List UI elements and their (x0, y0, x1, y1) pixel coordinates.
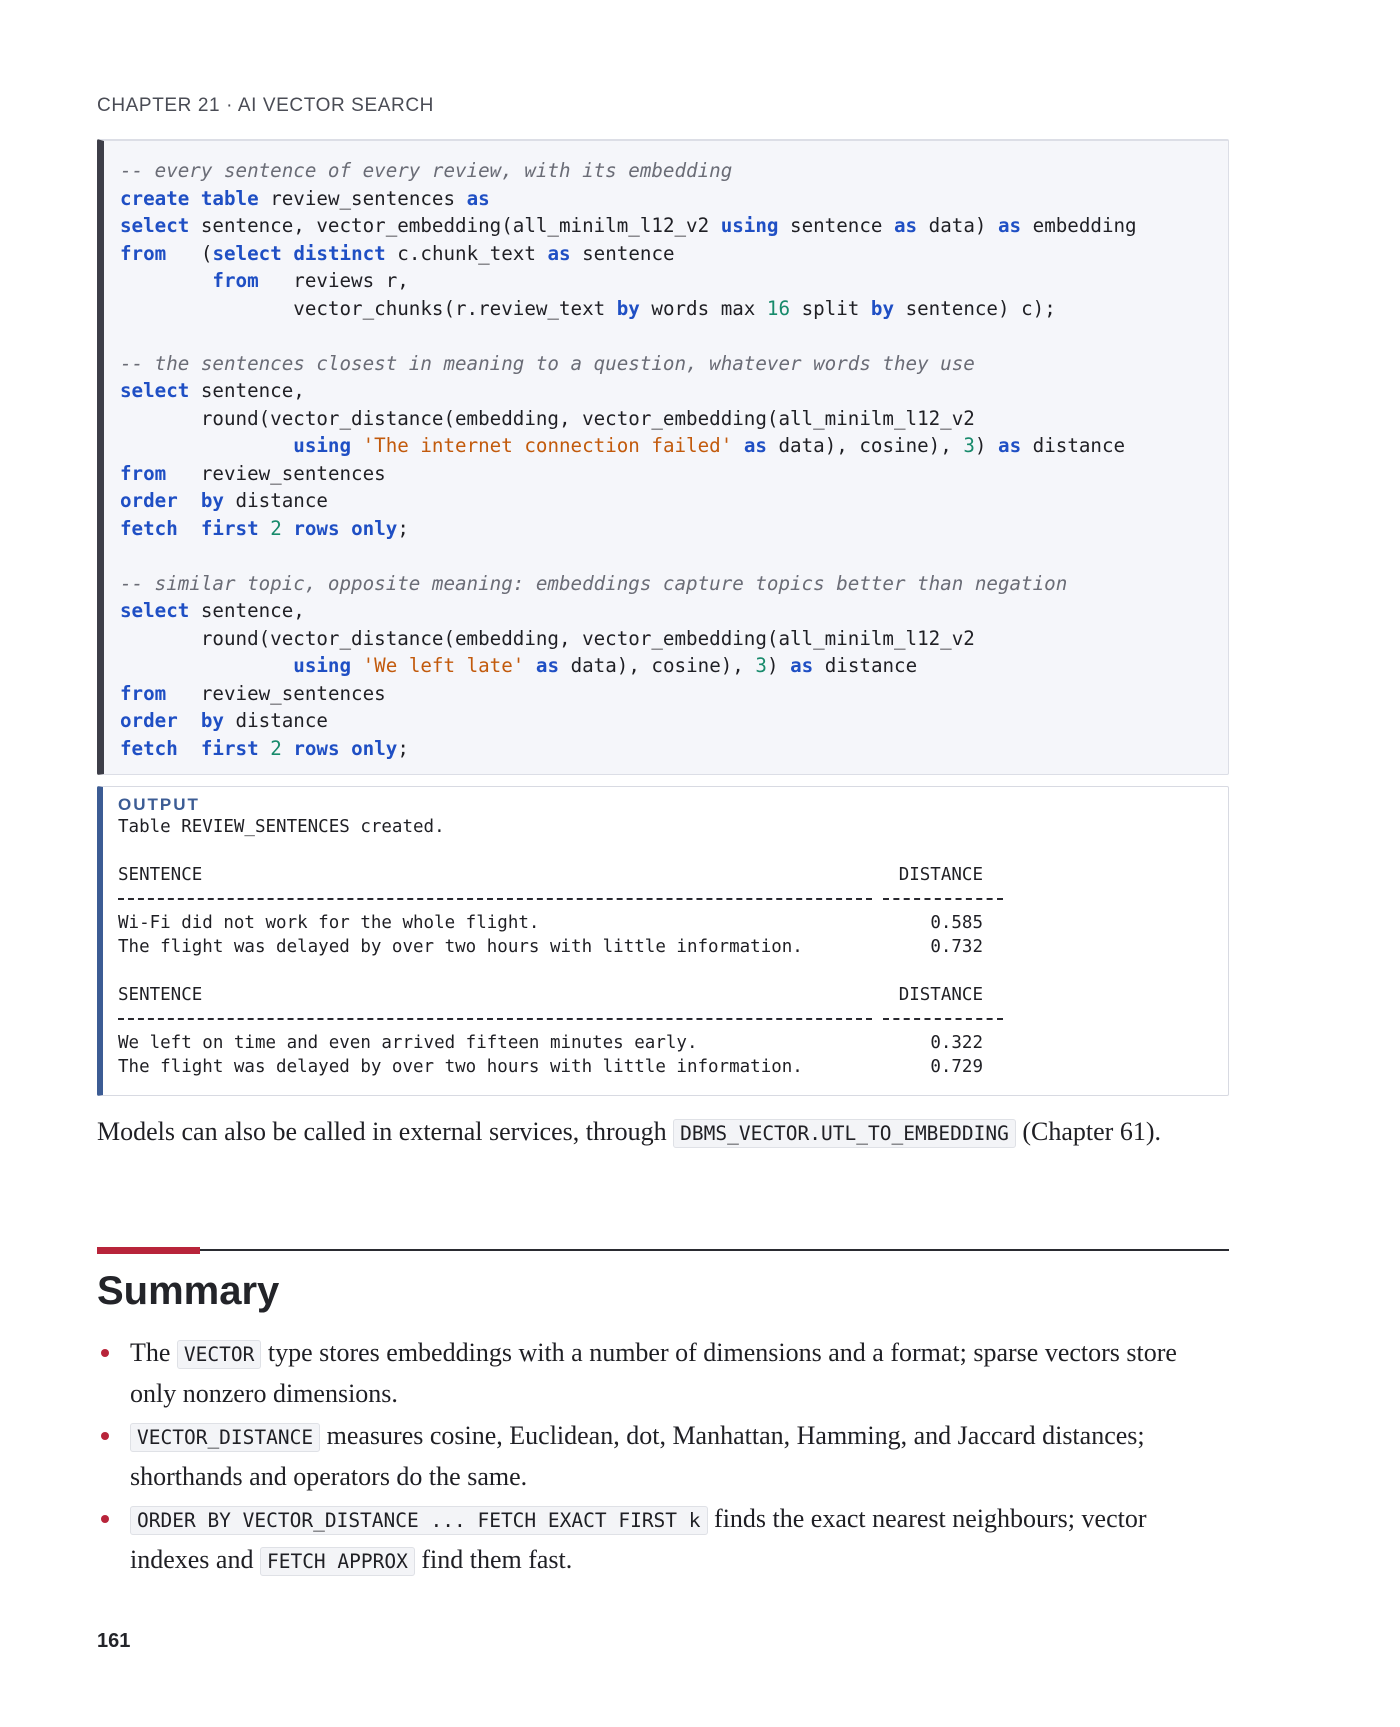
code-token (120, 434, 293, 457)
code-token (189, 187, 201, 210)
code-line (120, 542, 1228, 570)
summary-text: The (130, 1338, 177, 1367)
code-token: 2 (270, 516, 282, 540)
summary-text: finds the exact nearest neighbours; vector indexes and (130, 1504, 1147, 1574)
code-token: first (200, 516, 259, 540)
code-token: order (120, 709, 178, 732)
code-token: distance (223, 489, 328, 512)
summary-item (97, 1334, 1229, 1413)
code-token (282, 242, 294, 265)
code-token: review_sentences (166, 461, 386, 485)
bullet-dot-icon (101, 1515, 109, 1523)
code-token (340, 517, 352, 540)
code-token: from (120, 241, 167, 265)
code-token: sentence, (189, 379, 305, 402)
code-token: select (212, 241, 282, 265)
code-token: -- the sentences closest in meaning to a question, whatever words they use (120, 351, 975, 375)
paragraph-text: Models can also be called in external services, through (97, 1117, 674, 1146)
summary-item (97, 1500, 1229, 1581)
code-token (524, 654, 536, 677)
code-token: from (212, 269, 259, 292)
result-distance: 0.732 (930, 937, 983, 957)
code-token: rows (293, 736, 340, 760)
code-token: from (120, 461, 167, 485)
code-token: by (200, 709, 224, 732)
result-header (118, 983, 1228, 1007)
result-sentence: Wi-Fi did not work for the whole flight. (118, 913, 540, 933)
result-distance: 0.585 (930, 913, 983, 933)
result-sentence: We left on time and even arrived fifteen minutes early. (118, 1033, 698, 1053)
code-token: -- similar topic, opposite meaning: embeddings capture topics better than negation (120, 571, 1068, 595)
output-label: OUTPUT (118, 795, 200, 814)
section-rule (97, 1247, 1229, 1255)
code-line (120, 377, 1228, 405)
code-line (120, 267, 1228, 295)
col-header-sentence: SENTENCE (118, 985, 203, 1005)
code-token: from (120, 681, 167, 705)
code-token: select (120, 379, 190, 402)
code-token: using (293, 434, 352, 457)
inline-code: FETCH APPROX (260, 1547, 415, 1576)
section-rule-accent (97, 1247, 200, 1254)
output-created-line: Table REVIEW_SENTENCES created. (118, 817, 445, 837)
code-token: data), cosine), (766, 434, 964, 457)
code-token: review_sentences (166, 681, 386, 705)
code-token: ; (397, 516, 409, 540)
code-token: distance (223, 709, 328, 732)
code-line (120, 295, 1228, 323)
code-token: as (790, 654, 814, 677)
output-block (97, 786, 1229, 1096)
code-line (120, 240, 1228, 268)
code-token: split (790, 296, 871, 320)
code-token: rows (293, 516, 340, 540)
code-token: reviews r, (258, 269, 409, 292)
code-token: only (351, 736, 398, 760)
code-token: as (997, 214, 1022, 237)
bullet-dot-icon (101, 1349, 109, 1357)
body-paragraph (97, 1113, 1229, 1153)
result-row (118, 911, 1228, 935)
code-token: ( (166, 241, 213, 265)
code-token: table (200, 186, 259, 210)
code-token: round(vector_distance(embedding, vector_embedding(all_minilm_l12_v2 (120, 626, 975, 650)
code-token: data), cosine), (559, 654, 756, 677)
code-token: 3 (963, 434, 975, 457)
code-token: select (120, 599, 190, 622)
result-row (118, 935, 1228, 959)
sql-code-block (97, 139, 1229, 775)
code-line (120, 212, 1228, 240)
col-header-distance: DISTANCE (898, 865, 983, 885)
summary-text: measures cosine, Euclidean, dot, Manhattan, Hamming, and Jaccard distances; shorthands and operators do the same. (130, 1421, 1145, 1491)
code-token (282, 517, 294, 540)
code-token (340, 737, 352, 760)
code-token: create (120, 186, 190, 210)
code-token: ) (766, 654, 791, 677)
section-rule-line (97, 1249, 1229, 1251)
inline-code: DBMS_VECTOR.UTL_TO_EMBEDDING (673, 1119, 1016, 1148)
code-line (120, 707, 1228, 735)
col-header-sentence: SENTENCE (118, 865, 203, 885)
inline-code: VECTOR_DISTANCE (130, 1423, 320, 1452)
code-token: as (998, 434, 1022, 457)
col-header-distance: DISTANCE (898, 985, 983, 1005)
code-token: 2 (270, 736, 282, 760)
code-token: 16 (766, 296, 791, 320)
code-token: fetch (120, 516, 178, 540)
code-token: by (870, 296, 895, 320)
summary-item (97, 1417, 1229, 1496)
code-token: data) (917, 214, 998, 237)
code-token (351, 434, 363, 457)
code-token: order (120, 489, 178, 512)
code-token: review_sentences (258, 186, 467, 210)
code-line (120, 597, 1228, 625)
code-token (178, 489, 201, 512)
code-line (120, 680, 1228, 708)
page-number: 161 (97, 1630, 131, 1652)
code-token: ) (974, 434, 999, 457)
code-token: as (894, 214, 918, 237)
code-token (259, 737, 271, 760)
code-token (120, 269, 212, 292)
inline-code: VECTOR (177, 1340, 261, 1369)
running-head: CHAPTER 21 · AI VECTOR SEARCH (97, 95, 434, 116)
code-token: ; (397, 736, 409, 760)
code-line (120, 460, 1228, 488)
result-sentence: The flight was delayed by over two hours with little information. (118, 1057, 803, 1077)
inline-code: ORDER BY VECTOR_DISTANCE ... FETCH EXACT FIRST k (130, 1506, 708, 1535)
code-line (120, 487, 1228, 515)
summary-list (97, 1334, 1229, 1585)
code-token: sentence (778, 214, 894, 237)
result-header (118, 863, 1228, 887)
code-token: -- every sentence of every review, with its embedding (120, 159, 733, 182)
code-token (120, 654, 293, 677)
code-line (120, 735, 1228, 763)
paragraph-text: (Chapter 61). (1015, 1117, 1161, 1146)
result-separator (118, 1007, 1228, 1031)
code-line (120, 405, 1228, 433)
code-token: round(vector_distance(embedding, vector_embedding(all_minilm_l12_v2 (120, 406, 975, 430)
code-token: 'The internet connection failed' (362, 434, 733, 457)
code-line (120, 322, 1228, 350)
code-token (178, 737, 201, 760)
code-token (351, 654, 363, 677)
code-token: sentence, vector_embedding(all_minilm_l12_v2 (189, 214, 721, 237)
code-token (259, 517, 271, 540)
summary-text: find them fast. (414, 1544, 573, 1574)
code-token (178, 709, 201, 732)
code-token: 'We left late' (362, 654, 525, 677)
code-token: as (535, 654, 560, 677)
code-token: fetch (120, 736, 178, 760)
code-token: using (293, 654, 352, 677)
code-line (120, 570, 1228, 598)
code-line (120, 625, 1228, 653)
code-token: only (351, 516, 398, 540)
code-token: first (200, 736, 259, 760)
summary-text: type stores embeddings with a number of dimensions and a format; sparse vectors store only nonzero dimensions. (130, 1338, 1177, 1408)
code-token: c.chunk_text (385, 241, 548, 265)
code-token (282, 737, 294, 760)
result-row (118, 1055, 1228, 1079)
bullet-dot-icon (101, 1432, 109, 1440)
code-token: 3 (755, 654, 767, 677)
code-token (732, 434, 744, 457)
code-token: as (547, 241, 571, 265)
code-token: using (720, 214, 779, 237)
result-sentence: The flight was delayed by over two hours with little information. (118, 937, 803, 957)
code-token: as (743, 434, 767, 457)
result-distance: 0.729 (930, 1057, 983, 1077)
code-token: distinct (293, 241, 386, 265)
code-token: distance (813, 654, 918, 677)
code-token: sentence) c); (894, 296, 1056, 320)
code-line (120, 185, 1228, 213)
code-token: select (120, 214, 190, 237)
result-separator (118, 887, 1228, 911)
code-token: words max (639, 296, 767, 320)
code-token: embedding (1021, 214, 1137, 237)
code-token: vector_chunks(r.review_text (120, 296, 617, 320)
code-line (120, 652, 1228, 680)
code-token: by (200, 489, 224, 512)
code-token: by (616, 296, 640, 320)
code-token: as (466, 186, 490, 210)
code-token (178, 517, 201, 540)
code-line (120, 515, 1228, 543)
code-line (120, 157, 1228, 185)
result-row (118, 1031, 1228, 1055)
result-distance: 0.322 (930, 1033, 983, 1053)
code-token: distance (1021, 434, 1126, 457)
code-line (120, 432, 1228, 460)
code-token: sentence, (189, 599, 305, 622)
code-line (120, 350, 1228, 378)
code-token: sentence (570, 241, 675, 265)
section-heading: Summary (97, 1269, 280, 1313)
